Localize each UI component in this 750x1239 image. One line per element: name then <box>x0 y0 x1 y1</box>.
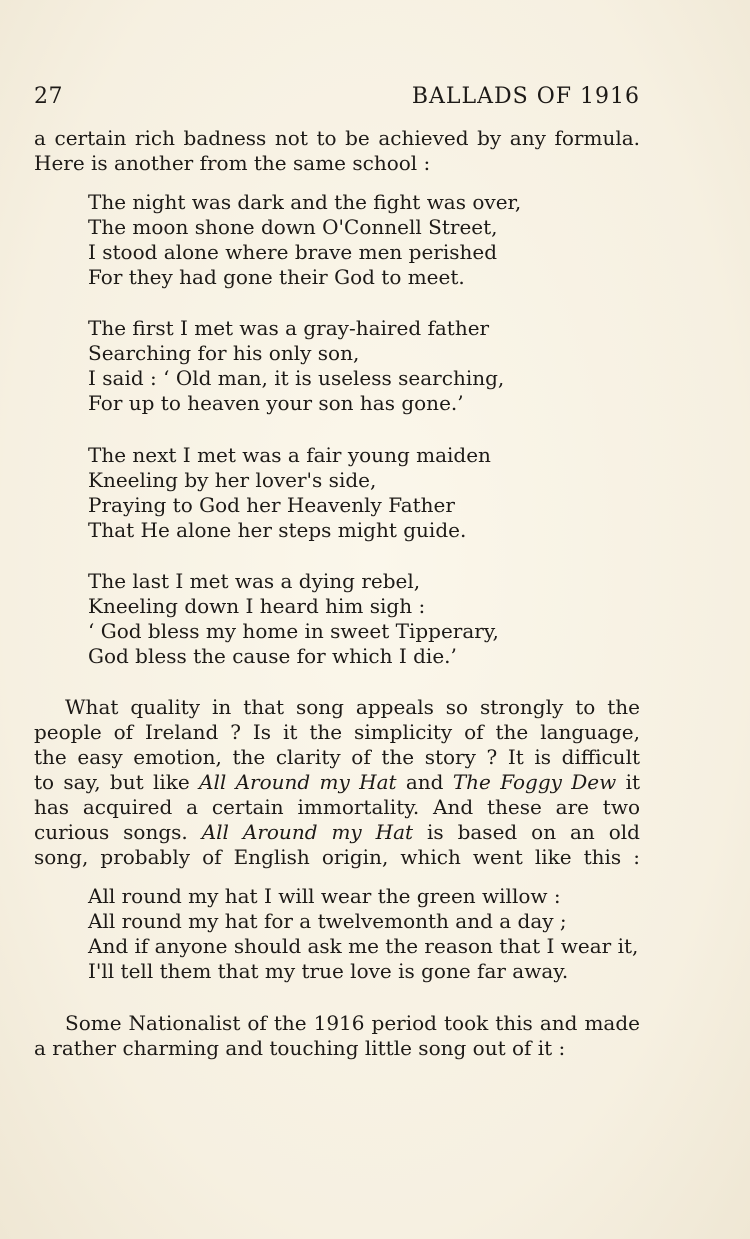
song-title-all-around-my-hat: All Around my Hat <box>201 820 414 844</box>
ballad-line: I stood alone where brave men perished <box>88 240 498 264</box>
intro-line-2: Here is another from the same school : <box>34 151 431 175</box>
ballad-line: ‘ God bless my home in sweet Tipperary, <box>88 619 499 643</box>
commentary-line: the easy emotion, the clarity of the story ? It is difficult <box>34 745 640 769</box>
old-song-line: And if anyone should ask me the reason that I wear it, <box>88 934 639 958</box>
ballad-line: That He alone her steps might guide. <box>88 518 467 542</box>
commentary-text: curious songs. <box>34 820 202 844</box>
ballad-line: For they had gone their God to meet. <box>88 265 465 289</box>
commentary-line: What quality in that song appeals so strongly to the <box>65 695 640 719</box>
ballad-line: God bless the cause for which I die.’ <box>88 644 457 668</box>
commentary-line: song, probably of English origin, which went like this : <box>34 845 640 869</box>
commentary-text: is based on an old <box>413 820 640 844</box>
ballad-line: Kneeling down I heard him sigh : <box>88 594 426 618</box>
page-header <box>34 80 640 112</box>
running-head: BALLADS OF 1916 <box>411 84 640 109</box>
page-number: 27 <box>34 84 63 109</box>
ballad-line: Searching for his only son, <box>88 341 360 365</box>
commentary-line <box>34 770 640 795</box>
commentary-line: has acquired a certain immortality. And these are two <box>34 795 640 819</box>
commentary-line: people of Ireland ? Is it the simplicity of the language, <box>34 720 640 744</box>
ballad-line: The next I met was a fair young maiden <box>88 443 491 467</box>
commentary-text: it <box>616 770 641 794</box>
commentary-text: and <box>396 770 453 794</box>
old-song-line: I'll tell them that my true love is gone far away. <box>88 959 569 983</box>
ballad-line: I said : ‘ Old man, it is useless searching, <box>88 366 505 390</box>
closing-line: Some Nationalist of the 1916 period took this and made <box>65 1011 640 1035</box>
ballad-line: For up to heaven your son has gone.’ <box>88 391 464 415</box>
commentary-text: to say, but like <box>34 770 200 794</box>
song-title-the-foggy-dew: The Foggy Dew <box>452 770 617 794</box>
ballad-line: The first I met was a gray-haired father <box>88 316 490 340</box>
ballad-line: Praying to God her Heavenly Father <box>88 493 455 517</box>
closing-line: a rather charming and touching little song out of it : <box>34 1036 566 1060</box>
commentary-line <box>34 820 640 845</box>
song-title-all-around-my-hat: All Around my Hat <box>199 770 397 794</box>
ballad-line: The night was dark and the fight was over, <box>88 190 522 214</box>
old-song-line: All round my hat I will wear the green willow : <box>88 884 561 908</box>
old-song-line: All round my hat for a twelvemonth and a day ; <box>88 909 567 933</box>
intro-line-1: a certain rich badness not to be achieved by any formula. <box>34 126 640 150</box>
ballad-line: The moon shone down O'Connell Street, <box>88 215 498 239</box>
ballad-line: The last I met was a dying rebel, <box>88 569 421 593</box>
ballad-line: Kneeling by her lover's side, <box>88 468 377 492</box>
